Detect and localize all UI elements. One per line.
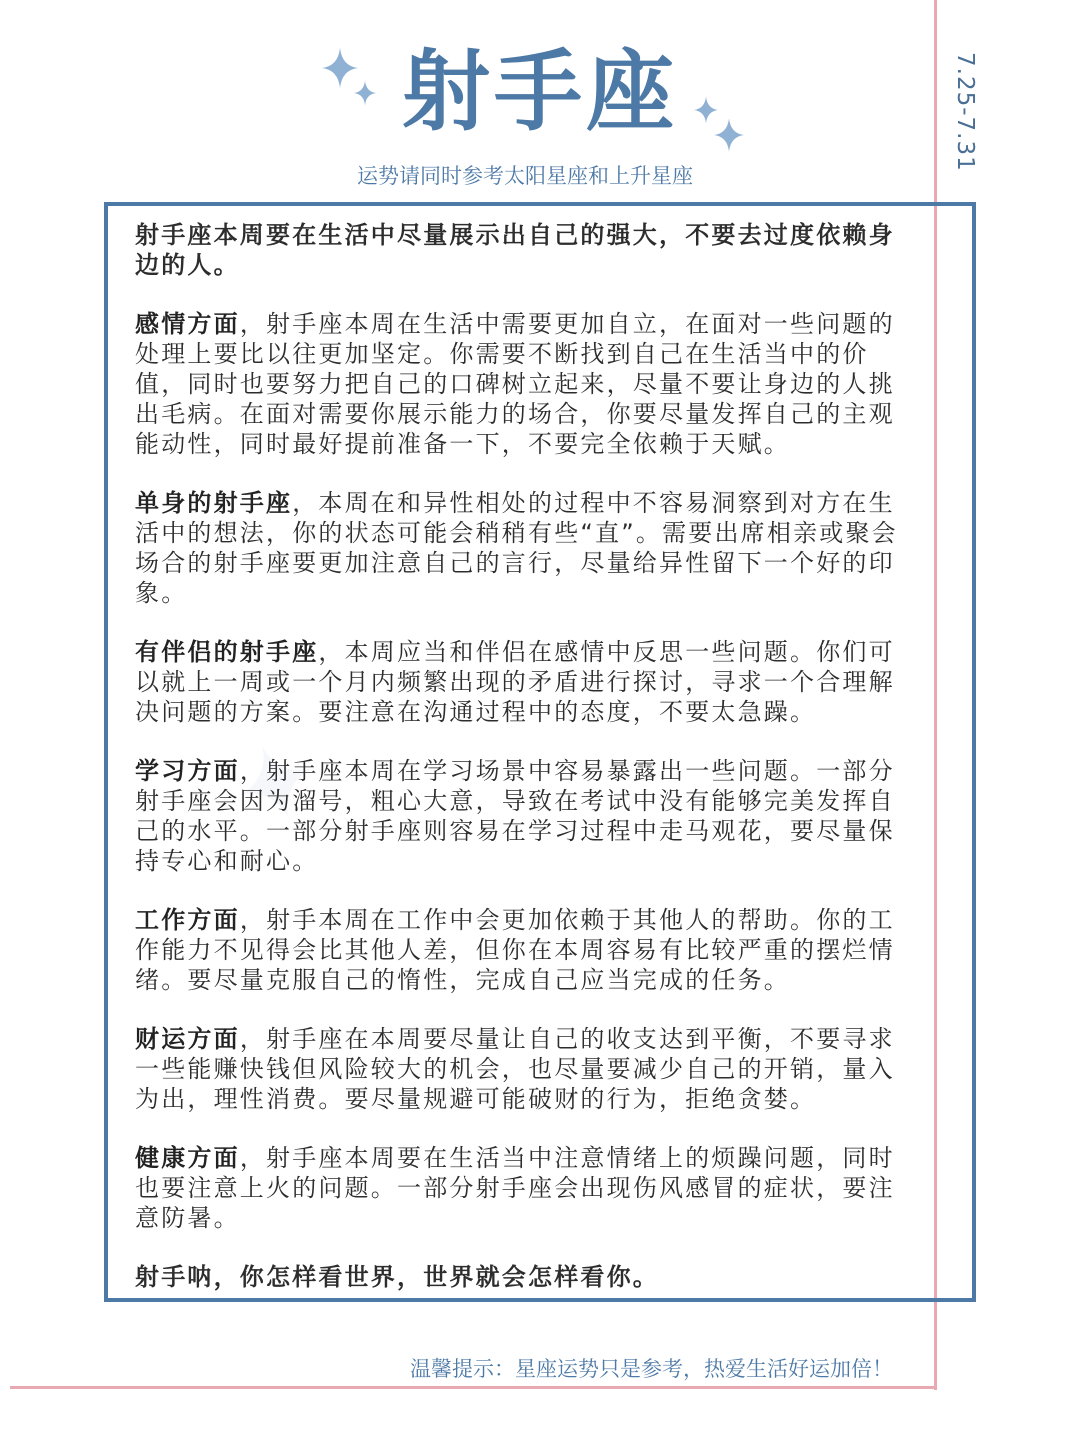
pink-horizontal-line xyxy=(10,1386,937,1389)
section-heading: 感情方面 xyxy=(135,310,240,338)
closing-line: 射手呐，你怎样看世界，世界就会怎样看你。 xyxy=(135,1263,659,1291)
section-health xyxy=(135,1143,915,1233)
section-heading: 财运方面 xyxy=(135,1025,240,1053)
section-heading: 健康方面 xyxy=(135,1144,240,1172)
section-partnered xyxy=(135,637,915,727)
page-title: 射手座 xyxy=(401,40,678,143)
section-heading: 工作方面 xyxy=(135,906,240,934)
watermark: ✦ xyxy=(210,708,342,860)
horoscope-content xyxy=(135,220,915,1321)
section-text: ，射手座本周在学习场景中容易暴露出一些问题。一部分射手座会因为溜号，粗心大意，导致在考试中没有能够完美发挥自己的水平。一部分射手座则容易在学习过程中走马观花，要尽量保持专心和耐心。 xyxy=(135,757,895,875)
section-text: ，射手座本周在生活中需要更加自立，在面对一些问题的处理上要比以往更加坚定。你需要不断找到自己在生活当中的价值，同时也要努力把自己的口碑树立起来，尽量不要让身边的人挑出毛病。在面对需要你展示能力的场合，你要尽量发挥自己的主观能动性，同时最好提前准备一下，不要完全依赖于天赋。 xyxy=(135,310,895,458)
section-heading: 有伴侣的射手座 xyxy=(135,638,319,666)
section-text: ，射手座在本周要尽量让自己的收支达到平衡，不要寻求一些能赚快钱但风险较大的机会，也尽量要减少自己的开销，量入为出，理性消费。要尽量规避可能破财的行为，拒绝贪婪。 xyxy=(135,1025,895,1113)
date-range: 7.25-7.31 xyxy=(952,52,978,172)
sparkle-icon xyxy=(354,80,376,106)
section-text: ，本周在和异性相处的过程中不容易洞察到对方在生活中的想法，你的状态可能会稍稍有些“直”。需要出席相亲或聚会场合的射手座要更加注意自己的言行，尽量给异性留下一个好的印象。 xyxy=(135,489,898,607)
section-text: ，本周应当和伴侣在感情中反思一些问题。你们可以就上一周或一个月内频繁出现的矛盾进行探讨，寻求一个合理解决问题的方案。要注意在沟通过程中的态度，不要太急躁。 xyxy=(135,638,895,726)
section-work xyxy=(135,905,915,995)
section-heading: 学习方面 xyxy=(135,757,240,785)
sparkle-icon xyxy=(322,48,358,88)
footer-tip: 温馨提示：星座运势只是参考，热爱生活好运加倍！ xyxy=(410,1357,893,1381)
subtitle: 运势请同时参考太阳星座和上升星座 xyxy=(357,164,693,188)
intro-paragraph: 射手座本周要在生活中尽量展示出自己的强大，不要去过度依赖身边的人。 xyxy=(135,221,895,279)
section-study xyxy=(135,756,915,876)
section-text: ，射手本周在工作中会更加依赖于其他人的帮助。你的工作能力不见得会比其他人差，但你在本周容易有比较严重的摆烂情绪。要尽量克服自己的惰性，完成自己应当完成的任务。 xyxy=(135,906,895,994)
section-text: ，射手座本周要在生活当中注意情绪上的烦躁问题，同时也要注意上火的问题。一部分射手座会出现伤风感冒的症状，要注意防暑。 xyxy=(135,1144,895,1232)
section-love xyxy=(135,309,915,459)
section-wealth xyxy=(135,1024,915,1114)
section-single xyxy=(135,488,915,608)
section-heading: 单身的射手座 xyxy=(135,489,293,517)
sparkle-icon xyxy=(714,118,744,152)
